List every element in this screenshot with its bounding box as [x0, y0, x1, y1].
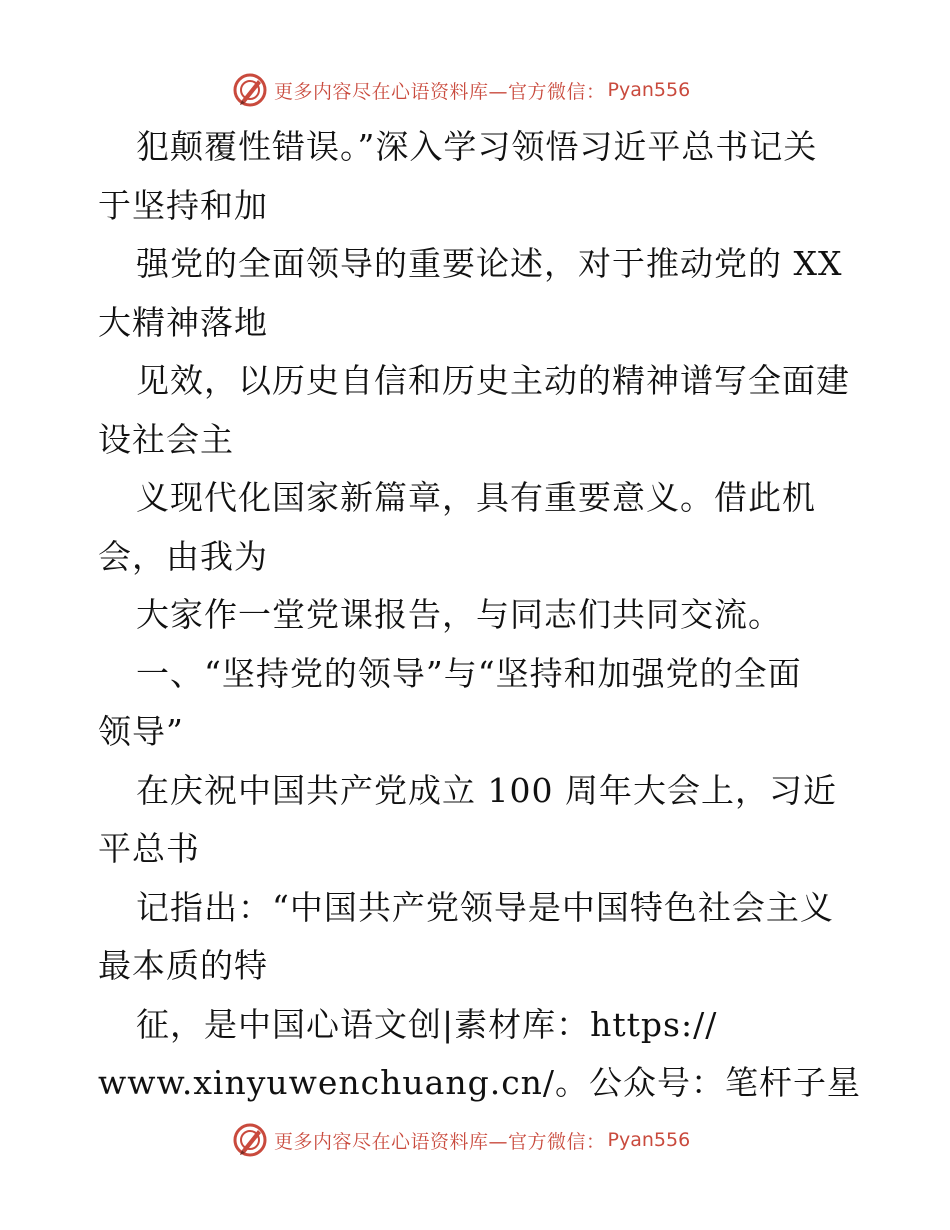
text-line: 强党的全面领导的重要论述，对于推动党的 XX — [136, 244, 843, 283]
text-line: 平总书 — [98, 829, 200, 868]
footer-banner — [232, 1120, 690, 1160]
text-line: 义现代化国家新篇章，具有重要意义。借此机 — [136, 478, 816, 517]
text-line: 大精神落地 — [98, 302, 268, 342]
pen-logo-icon — [232, 72, 268, 108]
header-banner-id: Pyan556 — [607, 79, 691, 101]
header-banner — [232, 70, 690, 110]
text-line: 见效，以历史自信和历史主动的精神谱写全面建 — [136, 361, 850, 400]
footer-banner-text: 更多内容尽在心语资料库—官方微信： — [274, 1130, 606, 1153]
text-line: 记指出：“中国共产党领导是中国特色社会主义 — [136, 887, 834, 927]
text-line: 最本质的特 — [98, 946, 268, 985]
text-line: www.xinyuwenchuang.cn/。公众号：笔杆子星 — [98, 1063, 862, 1102]
text-line: 征，是中国心语文创|素材库：https:// — [136, 1004, 718, 1044]
section-heading-line: 领导” — [98, 712, 184, 751]
text-line: 大家作一堂党课报告，与同志们共同交流。 — [136, 595, 782, 634]
header-banner-text: 更多内容尽在心语资料库—官方微信： — [274, 80, 606, 103]
footer-banner-id: Pyan556 — [607, 1129, 691, 1151]
text-line: 会，由我为 — [98, 536, 268, 576]
text-line: 在庆祝中国共产党成立 100 周年大会上，习近 — [136, 770, 837, 810]
pen-logo-icon — [232, 1122, 268, 1158]
text-line: 设社会主 — [98, 419, 234, 459]
text-line: 于坚持和加 — [98, 185, 268, 225]
section-heading-line: 一、“坚持党的领导”与“坚持和加强党的全面 — [136, 653, 802, 693]
document-body — [98, 118, 862, 1113]
text-line: 犯颠覆性错误。”深入学习领悟习近平总书记关 — [136, 127, 818, 166]
